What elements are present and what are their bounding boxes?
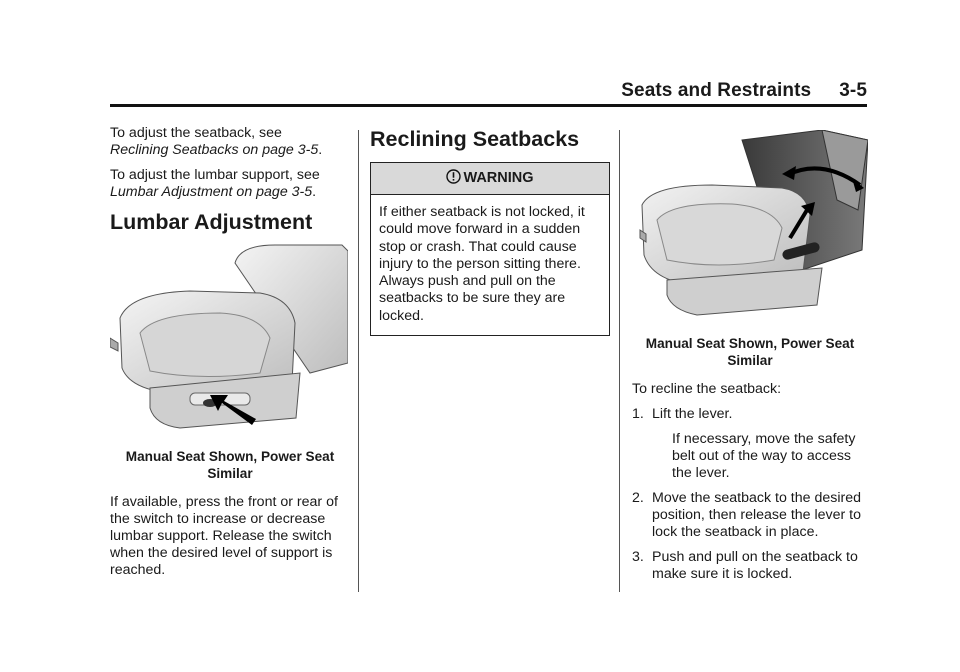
recline-steps (632, 406, 868, 583)
column-1 (110, 125, 350, 587)
warning-header (371, 163, 609, 195)
lumbar-body-text: If available, press the front or rear of the switch to increase or decrease lumbar support. Release the switch when the desired level of support is reached. (110, 494, 338, 578)
lumbar-heading: Lumbar Adjustment (110, 210, 313, 234)
column-divider-1 (358, 130, 359, 592)
page-header (110, 80, 867, 104)
reclining-heading: Reclining Seatbacks (370, 127, 580, 151)
seat-lumbar-image (110, 243, 348, 433)
step-1: 1. Lift the lever. If necessary, move the safety belt out of the way to access the lever. (632, 406, 868, 482)
seat-recline-image (632, 130, 868, 320)
step-2: 2. Move the seatback to the desired position, then release the lever to lock the seatback in place. (632, 490, 862, 540)
step-1-note: If necessary, move the safety belt out of the way to access the lever. (672, 431, 856, 481)
recline-figure-caption: Manual Seat Shown, Power Seat Similar (645, 336, 855, 368)
warning-text: If either seatback is not locked, it could move forward in a sudden stop or crash. That could cause injury to the person sitting there. Always push and pull on the seatbacks to be sure they are locked. (379, 204, 585, 324)
column-3 (632, 125, 868, 591)
recline-seat-illustration (632, 130, 868, 325)
lumbar-seat-illustration (110, 243, 350, 438)
lumbar-figure-caption: Manual Seat Shown, Power Seat Similar (125, 449, 335, 481)
column-divider-2 (619, 130, 620, 592)
seatback-reference: To adjust the seatback, see Reclining Seatbacks on page 3-5. (110, 125, 323, 158)
recline-intro: To recline the seatback: (632, 381, 782, 397)
lumbar-reference: To adjust the lumbar support, see Lumbar Adjustment on page 3-5. (110, 167, 320, 200)
caution-icon (446, 169, 461, 188)
page-number: 3-5 (839, 80, 867, 101)
lumbar-link[interactable]: Lumbar Adjustment on page 3-5 (110, 184, 313, 200)
running-head (621, 80, 867, 102)
warning-box (370, 162, 610, 336)
step-3: 3. Push and pull on the seatback to make sure it is locked. (632, 549, 858, 582)
reclining-link[interactable]: Reclining Seatbacks on page 3-5 (110, 142, 319, 158)
section-title: Seats and Restraints (621, 80, 812, 101)
column-2 (370, 125, 610, 336)
header-rule (110, 104, 867, 107)
warning-title: WARNING (463, 170, 534, 186)
